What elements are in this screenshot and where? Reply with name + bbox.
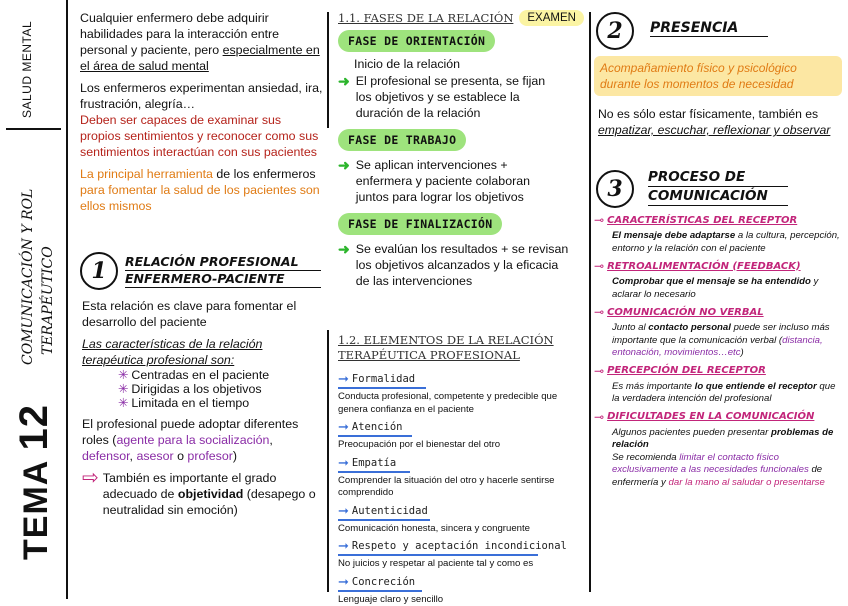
- proceso-item-feedback: ⊸ RETROALIMENTACIÓN (FEEDBACK) Comprobar que el mensaje se ha entendido y aclarar lo necesario: [594, 259, 844, 301]
- pink-pointer-icon: ⊸: [594, 213, 604, 227]
- char-list: [82, 368, 327, 410]
- section1-number: 1: [80, 252, 118, 290]
- tema-title-line2: TERAPÉUTICO: [38, 189, 58, 365]
- char-item: ✳ Centradas en el paciente: [118, 368, 327, 382]
- elemento-item: ➞ Formalidad Conducta profesional, competente y predecible que genera confianza en el paciente: [338, 371, 588, 416]
- presencia-highlight: Acompañamiento físico y psicológico durante los momentos de necesidad: [594, 56, 842, 96]
- intro-p1: Cualquier enfermero debe adquirir habilidades para la interacción entre personal y paciente, pero especialmente en el área de salud mental: [80, 10, 325, 74]
- section2-title: PRESENCIA: [650, 20, 768, 37]
- presencia-text: No es sólo estar físicamente, también es empatizar, escuchar, reflexionar y observar: [598, 106, 843, 138]
- tema-number: 12: [12, 404, 56, 451]
- tema-title-line1: COMUNICACIÓN Y ROL: [18, 189, 38, 365]
- section1-intro: Esta relación es clave para fomentar el desarrollo del paciente: [82, 298, 327, 330]
- orientacion-item: ➜ El profesional se presenta, se fijan los objetivos y se establece la duración de la relación: [338, 73, 588, 121]
- section3-number: 3: [596, 170, 634, 208]
- objectivity-text: ⇨ También es importante el grado adecuado de objetividad (desapego o neutralidad sin emoción): [82, 470, 327, 518]
- fases-heading: 1.1. FASES DE LA RELACIÓN: [338, 11, 513, 25]
- orientacion-intro: Inicio de la relación: [338, 56, 588, 72]
- tema-label: TEMA: [17, 461, 55, 560]
- elemento-item: ➞ Empatía Comprender la situación del otro y hacerle sentirse comprendido: [338, 455, 588, 500]
- blue-arrow-icon: ➞: [338, 538, 349, 554]
- pink-arrow-icon: ⇨: [82, 470, 99, 518]
- pink-pointer-icon: ⊸: [594, 410, 604, 424]
- subject-label: SALUD MENTAL: [20, 21, 34, 118]
- elemento-item: ➞ Atención Preocupación por el bienestar del otro: [338, 419, 588, 452]
- pink-pointer-icon: ⊸: [594, 364, 604, 378]
- pink-pointer-icon: ⊸: [594, 259, 604, 273]
- blue-arrow-icon: ➞: [338, 574, 349, 590]
- sidebar: [0, 0, 68, 599]
- trabajo-item: ➜ Se aplican intervenciones + enfermera y paciente colaboran juntos para lograr los objetivos: [338, 157, 588, 205]
- elementos-heading: 1.2. ELEMENTOS DE LA RELACIÓN TERAPÉUTICA PROFESIONAL: [338, 333, 588, 363]
- fases-column: [338, 10, 588, 289]
- section3-title: PROCESO DE COMUNICACIÓN: [648, 168, 788, 206]
- tema-heading: [12, 404, 57, 560]
- blue-arrow-icon: ➞: [338, 419, 349, 435]
- roles-text: El profesional puede adoptar diferentes roles (agente para la socialización, defensor, asesor o profesor): [82, 416, 327, 464]
- blue-arrow-icon: ➞: [338, 455, 349, 471]
- char-heading: Las características de la relación terapéutica profesional son:: [82, 336, 327, 368]
- intro-p2: Los enfermeros experimentan ansiedad, ira, frustración, alegría… Deben ser capaces de examinar sus propios sentimientos y reconocer como sus sentimientos interactúan con sus pacientes: [80, 80, 325, 160]
- green-arrow-icon: ➜: [338, 157, 350, 205]
- proceso-item-noverbal: ⊸ COMUNICACIÓN NO VERBAL Junto al contacto personal puede ser incluso más importante que la comunicación verbal (distancia, entonación, movimientos…etc): [594, 305, 844, 360]
- divider-line: [327, 12, 329, 128]
- elementos-list: [338, 371, 588, 606]
- proceso-list: [594, 213, 844, 489]
- blue-arrow-icon: ➞: [338, 371, 349, 387]
- divider-line: [327, 330, 329, 592]
- section1-title: RELACIÓN PROFESIONAL ENFERMERO-PACIENTE: [125, 254, 321, 288]
- proceso-item-percepcion: ⊸ PERCEPCIÓN DEL RECEPTOR Es más importante lo que entiende el receptor que la verdadera intención del profesional: [594, 364, 844, 406]
- elemento-item: ➞ Respeto y aceptación incondicional No juicios y respetar al paciente tal y como es: [338, 538, 588, 571]
- section1-body: [82, 298, 327, 518]
- proceso-item-dificultades: ⊸ DIFICULTADES EN LA COMUNICACIÓN Algunos pacientes pueden presentar problemas de relación Se recomienda limitar el contacto físico exclusivamente a las necesidades funcionales de enfermería y dar la mano al saludar o presentarse: [594, 410, 844, 490]
- finalizacion-item: ➜ Se evalúan los resultados + se revisan los objetivos alcanzados y la eficacia de las intervenciones: [338, 241, 588, 289]
- blue-arrow-icon: ➞: [338, 503, 349, 519]
- fase-trabajo-title: FASE DE TRABAJO: [338, 129, 466, 151]
- tema-title: [18, 189, 58, 365]
- green-arrow-icon: ➜: [338, 73, 350, 121]
- green-arrow-icon: ➜: [338, 241, 350, 289]
- intro-p3: La principal herramienta de los enfermeros para fomentar la salud de los pacientes son ellos mismos: [80, 166, 325, 214]
- fase-orientacion-title: FASE DE ORIENTACIÓN: [338, 30, 495, 52]
- elemento-item: ➞ Autenticidad Comunicación honesta, sincera y congruente: [338, 503, 588, 536]
- char-item: ✳ Limitada en el tiempo: [118, 396, 327, 410]
- section2-number: 2: [596, 12, 634, 50]
- intro-column: [80, 10, 325, 220]
- proceso-item-receptor: ⊸ CARACTERÍSTICAS DEL RECEPTOR El mensaje debe adaptarse a la cultura, percepción, entorno y la relación con el paciente: [594, 213, 844, 255]
- pink-pointer-icon: ⊸: [594, 305, 604, 319]
- fase-finalizacion-title: FASE DE FINALIZACIÓN: [338, 213, 502, 235]
- exam-badge: EXAMEN: [519, 10, 584, 26]
- char-item: ✳ Dirigidas a los objetivos: [118, 382, 327, 396]
- elemento-item: ➞ Concreción Lenguaje claro y sencillo: [338, 574, 588, 606]
- sidebar-divider: [6, 128, 61, 130]
- divider-line: [589, 12, 591, 592]
- elementos-column: [338, 333, 588, 606]
